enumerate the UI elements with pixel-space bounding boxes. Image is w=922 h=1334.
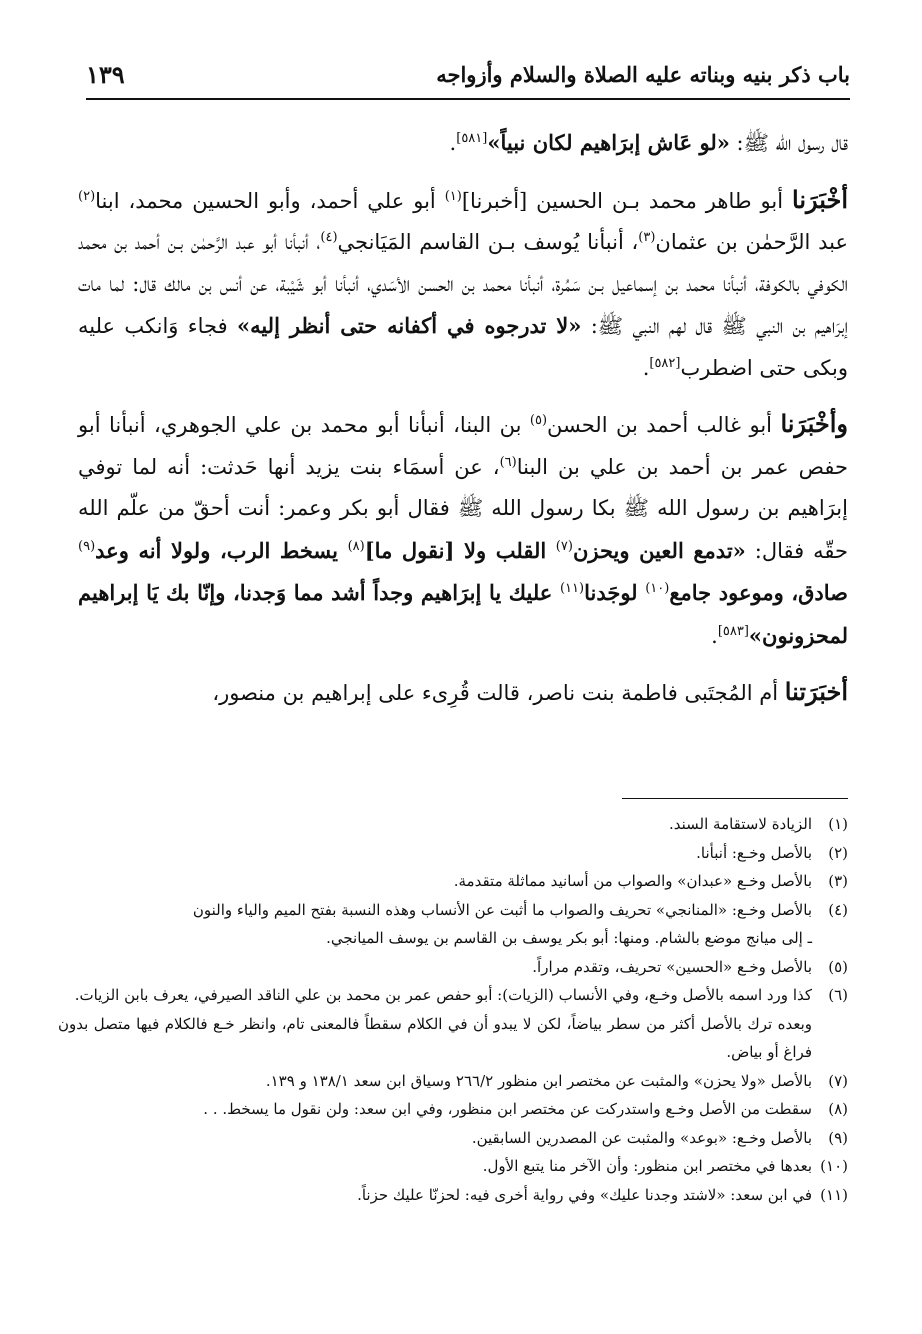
footnote-marker: (٦) (499, 454, 517, 470)
footnote-marker: (١١) (559, 581, 585, 596)
footnote (58, 1124, 848, 1153)
footnote-number: (٥) (828, 957, 848, 976)
footnote-text: بالأصل وخـع «عبدان» والصواب من أسانيد مماثلة متقدمة. (453, 872, 812, 890)
isnad-keyword: أخْبَرَنا (792, 184, 848, 214)
footnote-number: (١) (828, 815, 848, 833)
footnote-number: (٧) (828, 1071, 848, 1090)
hadith-quote: «تدمع العين ويحزن (572, 537, 746, 563)
footnote-marker: (٧) (555, 538, 573, 554)
footnote (58, 1181, 848, 1210)
footnote-text: الزيادة لاستقامة السند. (668, 815, 812, 833)
footnote (58, 810, 848, 839)
footnote-marker: (٢) (78, 188, 96, 204)
footnote-text: بالأصل وخـع: «المنانجي» تحريف والصواب ما أثبت عن الأنساب وهذه النسبة بفتح الميم والياء والنون (192, 900, 812, 919)
reference-number: [٥٨١] (456, 131, 488, 146)
footnote-number: (١٠) (820, 1157, 848, 1175)
page-number: ١٣٩ (86, 60, 125, 89)
footnote (58, 839, 848, 868)
footnote-marker: (١٠) (645, 581, 670, 596)
footnote-number: (٣) (828, 872, 848, 890)
hadith-quote: يسخط الرب، ولولا أنه وعد (95, 537, 348, 563)
text-run: . (642, 355, 650, 380)
main-text (78, 122, 848, 715)
footnote-divider (622, 798, 848, 799)
footnote (58, 896, 848, 925)
footnote-number: (٢) (828, 843, 848, 862)
footnote-continuation: ـ إلى ميانج موضع بالشام. ومنها: أبو بكر يوسف بن القاسم بن يوسف الميانجي. (326, 929, 812, 947)
footnote-text: بالأصل وخـع: أنبأنا. (696, 843, 812, 862)
hadith-quote: صادق، وموعود جامع (669, 580, 848, 605)
text-run: . (711, 623, 718, 648)
paragraph-1 (78, 122, 848, 165)
footnote-marker: (٤) (320, 230, 338, 245)
text-run: ، عن أسمَاء بنت يزيد أنها حَدثت: أنه لما توفي إبرَاهيم بن رسول الله ﷺ بكا رسول الله ﷺ فقال أبو بكر وعمر: أنت أحقّ من علّم الله حقّه فقال: (78, 454, 849, 563)
hadith-quote: لوجَدنا (584, 580, 646, 605)
running-title: باب ذكر بنيه وبناته عليه الصلاة والسلام وأزواجه (436, 62, 850, 87)
hadith-quote: «لا تدرجوه في أكفانه حتى أنظر إليه» (236, 313, 582, 338)
footnote-text: بعدها في مختصر ابن منظور: وأن الآخر منا يتبع الأول. (482, 1157, 812, 1175)
text-run: فجاء وَانكب عليه وبكى حتى اضطرب (78, 314, 848, 380)
footnote (58, 1152, 848, 1181)
footnotes (58, 810, 848, 1209)
paragraph-3 (78, 403, 848, 657)
footnote-text: بالأصل وخـع «الحسين» تحريف، وتقدم مراراً. (532, 957, 812, 976)
isnad-keyword: أخبَرَتنا (784, 677, 848, 706)
text-run: قال رسول الله ﷺ: (729, 131, 848, 155)
footnote-number: (٨) (828, 1100, 848, 1118)
footnote-text: سقطت من الأصل وخـع واستدركت عن مختصر ابن منظور، وفي ابن سعد: ولن نقول ما يسخط. . . (203, 1100, 812, 1118)
reference-number: [٥٨٢] (649, 355, 681, 371)
footnote (58, 1067, 848, 1096)
footnote-text: بالأصل وخـع: «بوعد» والمثبت عن المصدرين السابقين. (471, 1128, 812, 1147)
footnote-number: (٦) (828, 986, 848, 1004)
text-run: أبو علي أحمد، وأبو الحسين محمد، ابنا (95, 188, 445, 213)
text-run: ، أنبأنا يُوسف بـن القاسم المَيَانجي (337, 230, 639, 254)
paragraph-2 (78, 179, 848, 390)
text-run: أبو غالب أحمد بن الحسن (547, 413, 781, 437)
footnote-marker: (٣) (638, 230, 656, 245)
hadith-quote: «لو عَاش إبرَاهيم لكان نبياً» (487, 130, 730, 155)
paragraph-4 (78, 671, 848, 715)
text-run: أبو طاهر محمد بـن الحسين [أخبرنا] (461, 188, 792, 213)
text-run: . (449, 131, 457, 155)
hadith-quote: عليك يا إبرَاهيم وجداً أشد مما وَجدنا، وإنّا بك يَا إبراهيم لمحزونون» (78, 580, 848, 648)
text-run: عبد الرَّحمٰن بن عثمان (655, 230, 848, 254)
footnote-marker: (٨) (347, 538, 365, 554)
text-run: أم المُجتَبى فاطمة بنت ناصر، قالت قُرِىء على إبراهيم بن منصور، (212, 681, 785, 705)
text-run: ، أنبأنا أبو عبد الرَّحمٰن بـن أحمد بن محمد الكوفي بالكوفة، أنبأنا محمد بن إسماعيل بـن سَمُرة، أنبأنا محمد بن الحسن الأسَدي، أنبأنا أبو شَيْبة، عن أنس بن مالك قال: لما مات إبرَاهيم بن النبي ﷺ قال لهم النبي ﷺ: (78, 230, 848, 338)
isnad-keyword: وأخْبَرَنا (780, 409, 849, 438)
footnote-marker: (٥) (529, 413, 548, 428)
footnote (58, 1095, 848, 1124)
page-header (86, 56, 850, 100)
footnote-marker: (١) (444, 188, 462, 204)
hadith-quote: القلب ولا [نقول ما] (364, 537, 556, 563)
footnote-text: بالأصل «ولا يحزن» والمثبت عن مختصر ابن منظور ٢٦٦/٢ وسياق ابن سعد ١٣٨/١ و ١٣٩. (265, 1071, 812, 1090)
footnote-number: (٩) (828, 1128, 848, 1147)
footnote-marker: (٩) (78, 538, 96, 554)
footnote-text: في ابن سعد: «لاشتد وجدنا عليك» وفي رواية أخرى فيه: لحزنّا عليك حزناً. (357, 1185, 812, 1204)
reference-number: [٥٨٣] (717, 623, 749, 639)
footnote (58, 867, 848, 896)
footnote (58, 981, 848, 1010)
footnote (58, 953, 848, 982)
footnote-text: كذا ورد اسمه بالأصل وخـع، وفي الأنساب (الزيات): أبو حفص عمر بن محمد بن علي الناقد الصيرفي، يعرف بابن الزيات. (74, 986, 812, 1004)
text-run: بن البنا، أنبأنا أبو محمد بن علي الجوهري، أنبأنا أبو حفص عمر بن أحمد بن علي بن البنا (78, 413, 848, 479)
footnote-continuation: وبعده ترك بالأصل أكثر من سطر بياضاً، لكن لا يبدو أن في الكلام سقطاً فالمعنى تام، وانظر خـع فالكلام فيها متصل بدون فراغ أو بياض. (58, 1014, 812, 1061)
footnote-number: (١١) (820, 1185, 848, 1204)
footnote-number: (٤) (828, 900, 848, 919)
